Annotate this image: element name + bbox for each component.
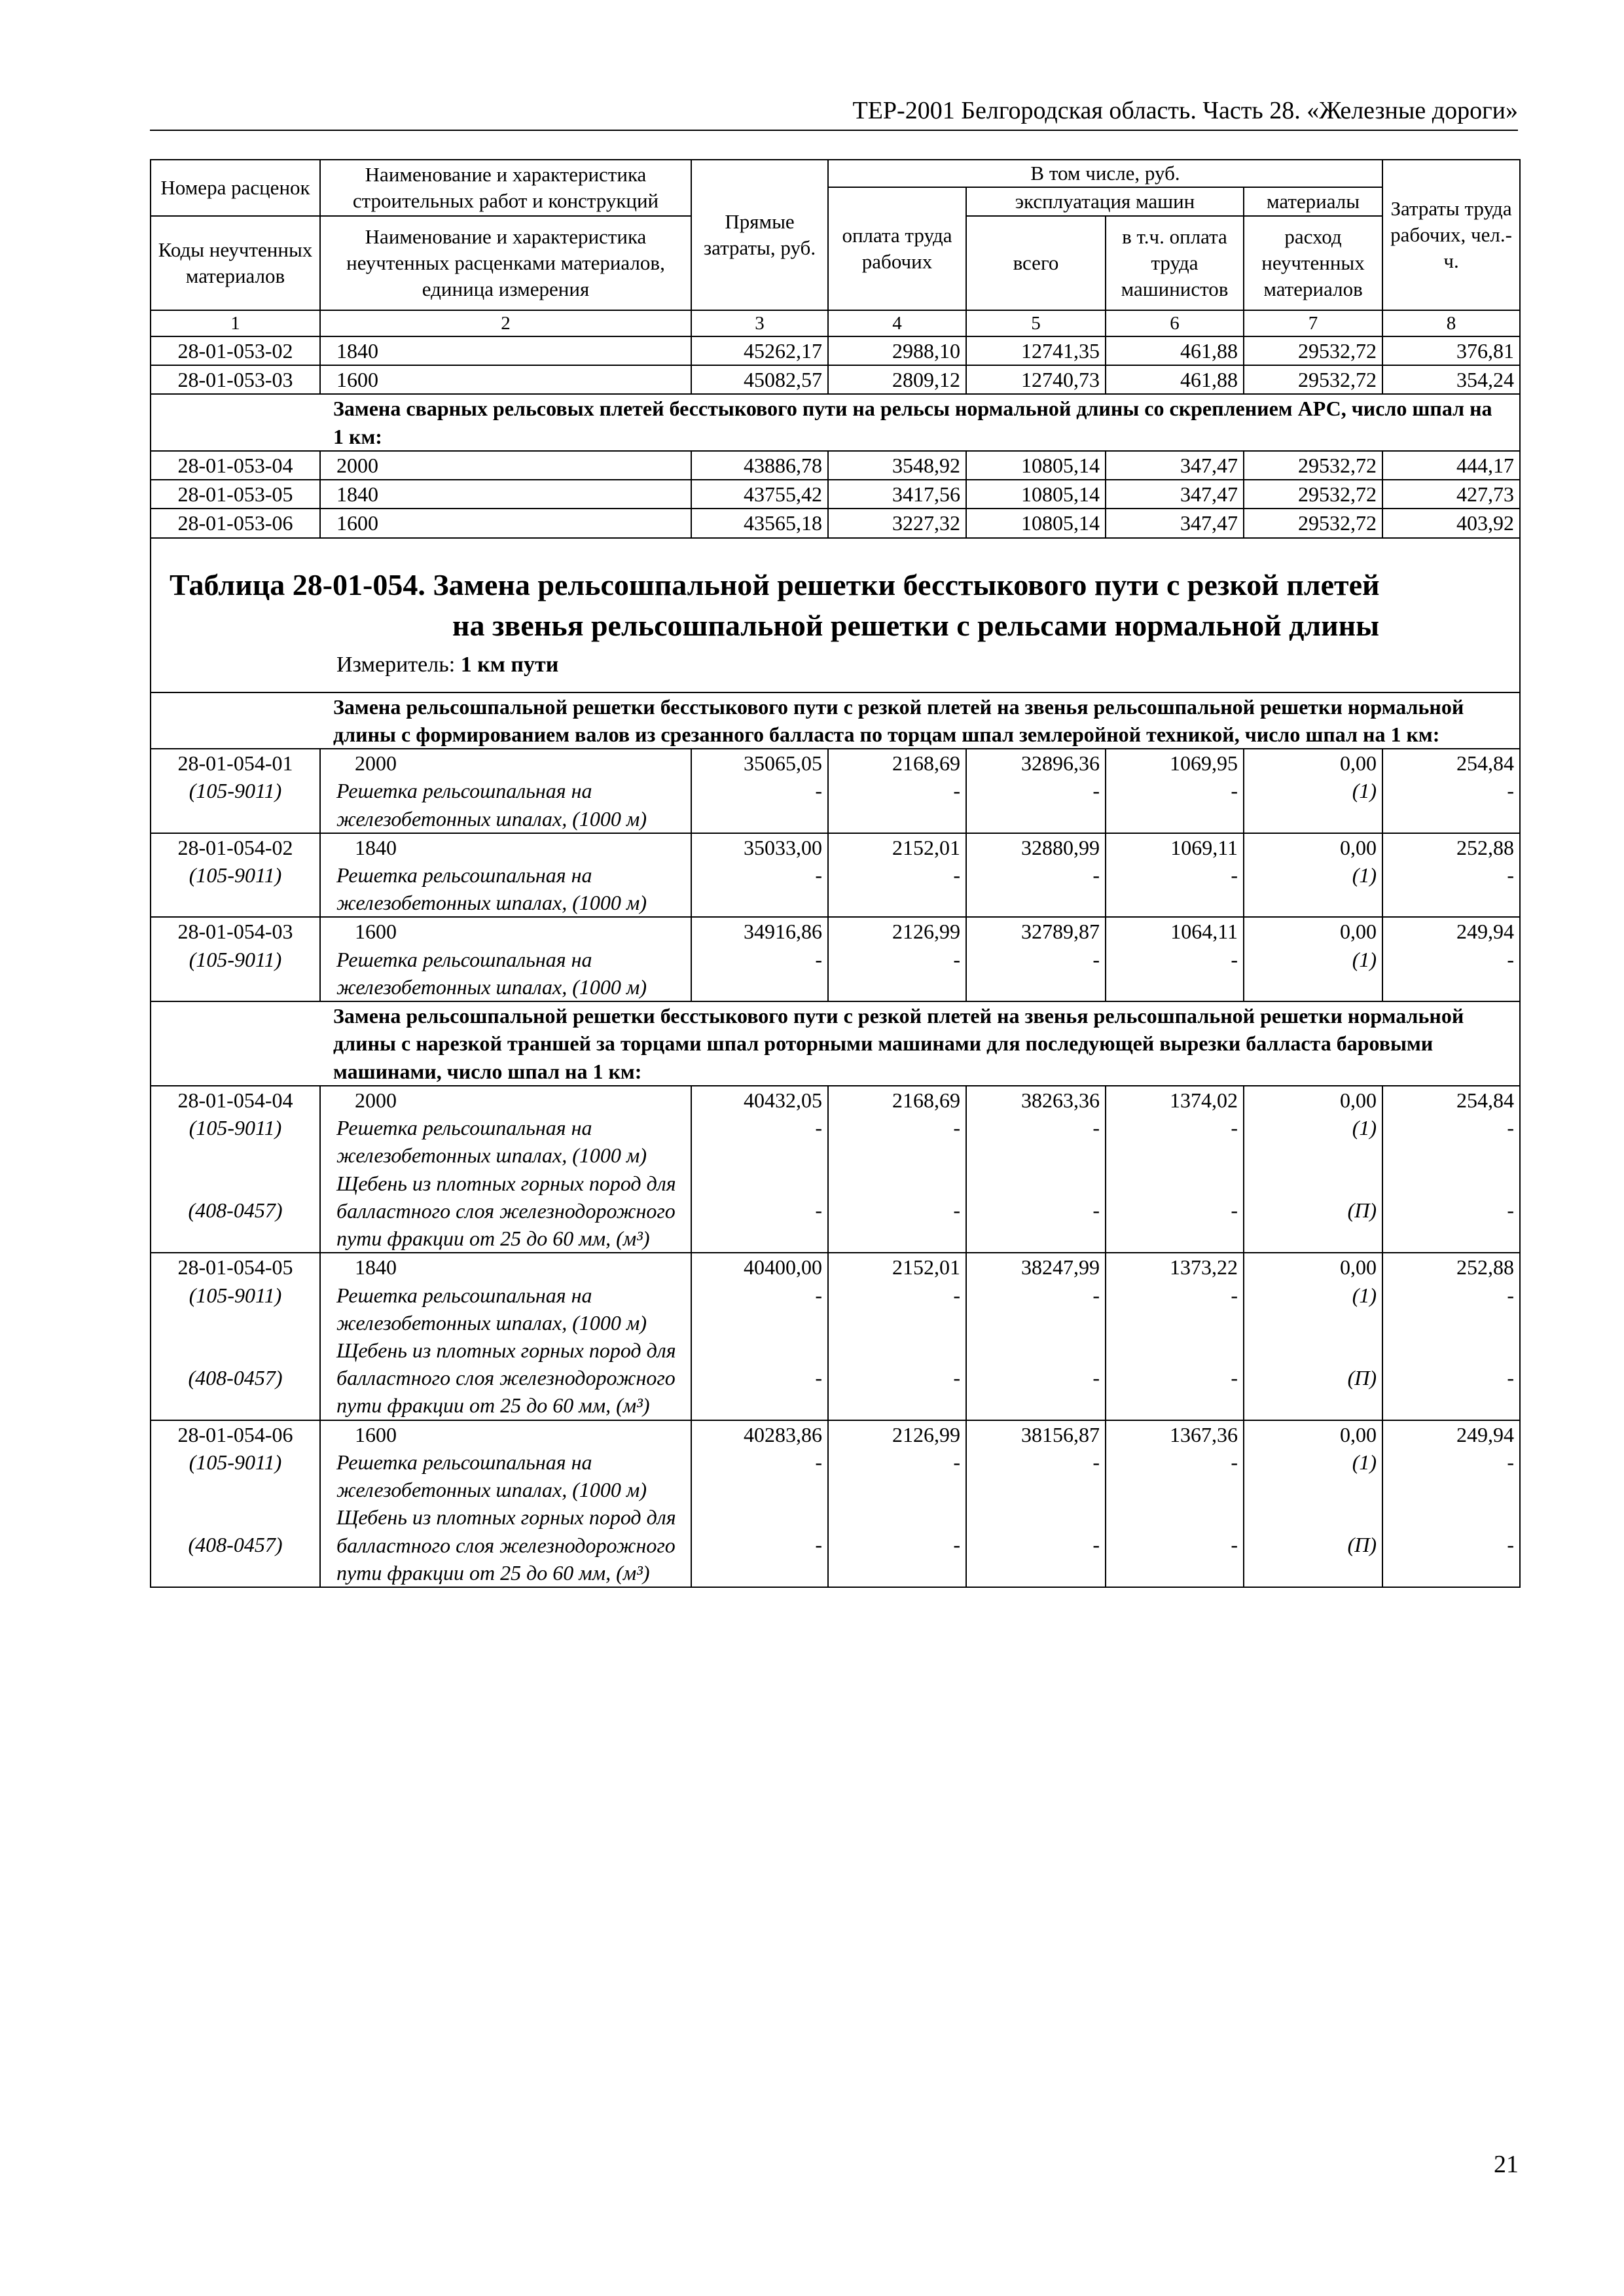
labor-pay: 2126,99 -: [828, 917, 966, 1001]
measure-unit: Измеритель: 1 км пути: [336, 652, 559, 677]
rate-code-cell: 28-01-054-04 (105-9011) (408-0457): [151, 1086, 320, 1253]
machines-total: 12741,35: [966, 336, 1106, 365]
direct-cost: 43755,42: [691, 480, 828, 509]
rate-name: 1600: [320, 509, 691, 537]
col-index: 2: [320, 310, 691, 336]
rate-code: 28-01-053-06: [151, 509, 320, 537]
col-index: 7: [1244, 310, 1382, 336]
machines-total: 32789,87 -: [966, 917, 1106, 1001]
machines-total: 12740,73: [966, 365, 1106, 394]
rate-name: 1840: [320, 336, 691, 365]
direct-cost: 40432,05 - -: [691, 1086, 828, 1253]
table-row: [151, 509, 1520, 537]
direct-cost: 35033,00 -: [691, 833, 828, 918]
rate-code-cell: 28-01-054-02 (105-9011): [151, 833, 320, 918]
col-header-work-name: Наименование и характеристика строительных работ и конструкций: [320, 160, 691, 216]
section-heading: Замена рельсошпальной решетки бесстыкового пути с резкой плетей на звенья рельсошпальной решетки нормальной длины с нарезкой траншей за торцами шпал роторными машинами для последующей вырезки балласта баровыми машинами, число шпал на 1 км:: [151, 1001, 1520, 1086]
table-title-continued: на звенья рельсошпальной решетки с рельсами нормальной длины: [452, 608, 1380, 642]
table-row: [151, 451, 1520, 480]
labor-hours: 444,17: [1382, 451, 1520, 480]
section-heading: Замена сварных рельсовых плетей бесстыкового пути на рельсы нормальной длины со скреплением АРС, число шпал на 1 км:: [151, 394, 1520, 450]
col-header-machinist-pay: в т.ч. оплата труда машинистов: [1106, 216, 1244, 310]
col-header-unaccounted-materials: расход неучтенных материалов: [1244, 216, 1382, 310]
labor-pay: 3417,56: [828, 480, 966, 509]
rate-name: 2000: [320, 451, 691, 480]
machinist-pay: 1367,36 - -: [1106, 1420, 1244, 1587]
col-header-machines-total: всего: [966, 216, 1106, 310]
machinist-pay: 347,47: [1106, 509, 1244, 537]
labor-pay: 3227,32: [828, 509, 966, 537]
table-row: [151, 833, 1520, 918]
labor-hours: 254,84 -: [1382, 749, 1520, 833]
labor-hours: 252,88 -: [1382, 833, 1520, 918]
page-number: 21: [1494, 2151, 1519, 2178]
machinist-pay: 1069,95 -: [1106, 749, 1244, 833]
machinist-pay: 1373,22 - -: [1106, 1253, 1244, 1420]
rate-name-cell: 1600 Решетка рельсошпальная на железобетонных шпалах, (1000 м): [320, 917, 691, 1001]
table-title-block: [151, 538, 1520, 692]
labor-pay: 3548,92: [828, 451, 966, 480]
materials: 29532,72: [1244, 336, 1382, 365]
machines-total: 10805,14: [966, 509, 1106, 537]
rate-code-cell: 28-01-054-05 (105-9011) (408-0457): [151, 1253, 320, 1420]
labor-pay: 2126,99 - -: [828, 1420, 966, 1587]
rate-name-cell: 1840 Решетка рельсошпальная на железобетонных шпалах, (1000 м): [320, 833, 691, 918]
machines-total: 38263,36 - -: [966, 1086, 1106, 1253]
machinist-pay: 461,88: [1106, 365, 1244, 394]
materials: 0,00 (1): [1244, 917, 1382, 1001]
rate-name-cell: 1600 Решетка рельсошпальная на железобетонных шпалах, (1000 м) Щебень из плотных горных пород для балластного слоя железнодорожного пути фракции от 25 до 60 мм, (м³): [320, 1420, 691, 1587]
machines-total: 32896,36 -: [966, 749, 1106, 833]
materials: 29532,72: [1244, 365, 1382, 394]
rate-name-cell: 2000 Решетка рельсошпальная на железобетонных шпалах, (1000 м): [320, 749, 691, 833]
materials: 29532,72: [1244, 451, 1382, 480]
rate-code-cell: 28-01-054-06 (105-9011) (408-0457): [151, 1420, 320, 1587]
machinist-pay: 347,47: [1106, 451, 1244, 480]
section-heading: Замена рельсошпальной решетки бесстыкового пути с резкой плетей на звенья рельсошпальной решетки нормальной длины с формированием валов из срезанного балласта по торцам шпал землеройной техникой, число шпал на 1 км:: [151, 692, 1520, 749]
section-row: [151, 1001, 1520, 1086]
col-header-materials: материалы: [1244, 187, 1382, 216]
materials: 0,00 (1) (П): [1244, 1086, 1382, 1253]
direct-cost: 43886,78: [691, 451, 828, 480]
labor-pay: 2168,69 -: [828, 749, 966, 833]
table-row: [151, 480, 1520, 509]
labor-hours: 427,73: [1382, 480, 1520, 509]
direct-cost: 45262,17: [691, 336, 828, 365]
machinist-pay: 1374,02 - -: [1106, 1086, 1244, 1253]
labor-hours: 249,94 -: [1382, 917, 1520, 1001]
col-index: 4: [828, 310, 966, 336]
direct-cost: 45082,57: [691, 365, 828, 394]
materials: 0,00 (1) (П): [1244, 1253, 1382, 1420]
machinist-pay: 1064,11 -: [1106, 917, 1244, 1001]
machinist-pay: 461,88: [1106, 336, 1244, 365]
col-header-machines: эксплуатация машин: [966, 187, 1244, 216]
table-row: [151, 365, 1520, 394]
table-row: [151, 1086, 1520, 1253]
rate-code: 28-01-053-05: [151, 480, 320, 509]
table-row: [151, 336, 1520, 365]
materials: 29532,72: [1244, 480, 1382, 509]
price-table: [150, 159, 1521, 1588]
labor-pay: 2809,12: [828, 365, 966, 394]
machines-total: 32880,99 -: [966, 833, 1106, 918]
col-header-direct-costs: Прямые затраты, руб.: [691, 160, 828, 310]
rate-code-cell: 28-01-054-03 (105-9011): [151, 917, 320, 1001]
labor-pay: 2168,69 - -: [828, 1086, 966, 1253]
col-header-rate-numbers: Номера расценок: [151, 160, 320, 216]
rate-name-cell: 1840 Решетка рельсошпальная на железобетонных шпалах, (1000 м) Щебень из плотных горных пород для балластного слоя железнодорожного пути фракции от 25 до 60 мм, (м³): [320, 1253, 691, 1420]
direct-cost: 34916,86 -: [691, 917, 828, 1001]
table-title: Таблица 28-01-054. Замена рельсошпальной решетки бесстыкового пути с резкой плетей: [170, 567, 1380, 601]
rate-code: 28-01-053-02: [151, 336, 320, 365]
labor-pay: 2988,10: [828, 336, 966, 365]
rate-code: 28-01-053-03: [151, 365, 320, 394]
running-header: ТЕР-2001 Белгородская область. Часть 28. «Железные дороги»: [150, 92, 1518, 131]
section-row: [151, 692, 1520, 749]
rate-name: 1600: [320, 365, 691, 394]
direct-cost: 35065,05 -: [691, 749, 828, 833]
materials: 0,00 (1): [1244, 833, 1382, 918]
direct-cost: 40400,00 - -: [691, 1253, 828, 1420]
rate-code: 28-01-053-04: [151, 451, 320, 480]
labor-hours: 252,88 - -: [1382, 1253, 1520, 1420]
section-row: [151, 394, 1520, 450]
direct-cost: 43565,18: [691, 509, 828, 537]
col-index: 5: [966, 310, 1106, 336]
labor-hours: 403,92: [1382, 509, 1520, 537]
rate-name: 1840: [320, 480, 691, 509]
col-header-labor-hours: Затраты труда рабочих, чел.-ч.: [1382, 160, 1520, 310]
machines-total: 38156,87 - -: [966, 1420, 1106, 1587]
rate-code-cell: 28-01-054-01 (105-9011): [151, 749, 320, 833]
materials: 0,00 (1) (П): [1244, 1420, 1382, 1587]
col-index: 3: [691, 310, 828, 336]
col-index: 8: [1382, 310, 1520, 336]
col-index: 6: [1106, 310, 1244, 336]
rate-name-cell: 2000 Решетка рельсошпальная на железобетонных шпалах, (1000 м) Щебень из плотных горных пород для балластного слоя железнодорожного пути фракции от 25 до 60 мм, (м³): [320, 1086, 691, 1253]
machinist-pay: 347,47: [1106, 480, 1244, 509]
table-row: [151, 1253, 1520, 1420]
materials: 0,00 (1): [1244, 749, 1382, 833]
labor-hours: 249,94 - -: [1382, 1420, 1520, 1587]
machines-total: 38247,99 - -: [966, 1253, 1106, 1420]
labor-pay: 2152,01 - -: [828, 1253, 966, 1420]
table-row: [151, 917, 1520, 1001]
table-row: [151, 749, 1520, 833]
labor-hours: 376,81: [1382, 336, 1520, 365]
machines-total: 10805,14: [966, 480, 1106, 509]
direct-cost: 40283,86 - -: [691, 1420, 828, 1587]
col-header-material-names: Наименование и характеристика неучтенных расценками материалов, единица измерения: [320, 216, 691, 310]
table-row: [151, 1420, 1520, 1587]
col-header-including: В том числе, руб.: [828, 160, 1382, 187]
col-index: 1: [151, 310, 320, 336]
machinist-pay: 1069,11 -: [1106, 833, 1244, 918]
col-header-labor-pay: оплата труда рабочих: [828, 187, 966, 310]
machines-total: 10805,14: [966, 451, 1106, 480]
labor-hours: 354,24: [1382, 365, 1520, 394]
col-header-material-codes: Коды неучтенных материалов: [151, 216, 320, 310]
labor-pay: 2152,01 -: [828, 833, 966, 918]
labor-hours: 254,84 - -: [1382, 1086, 1520, 1253]
materials: 29532,72: [1244, 509, 1382, 537]
